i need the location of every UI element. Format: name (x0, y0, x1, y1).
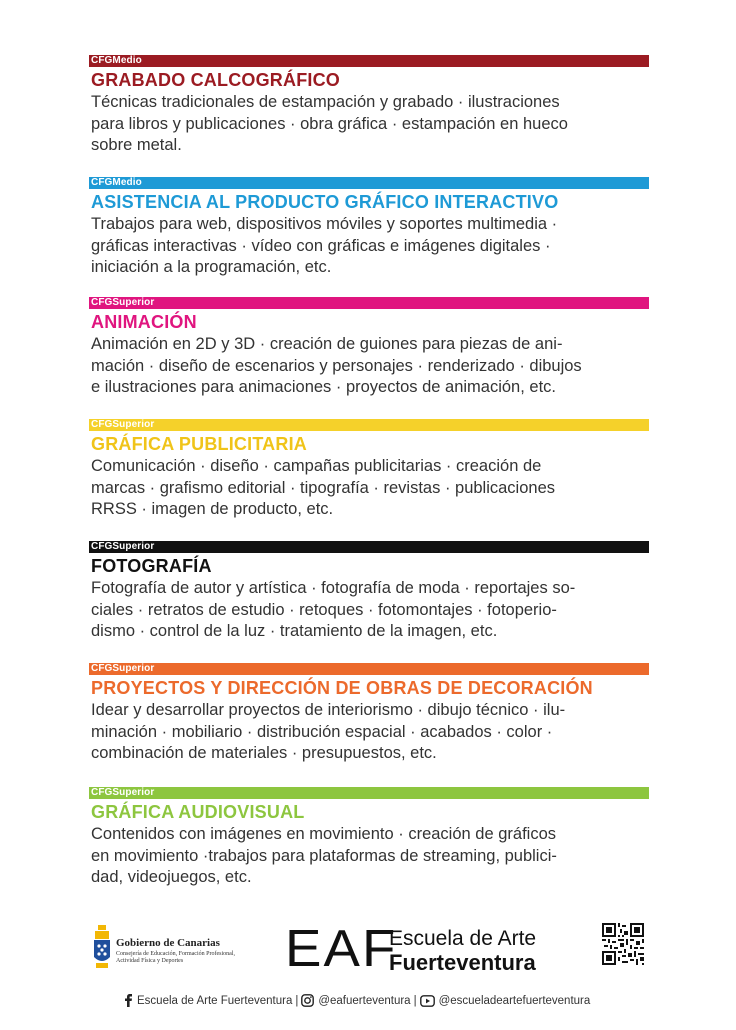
gobierno-canarias-logo (92, 925, 252, 973)
course-title: FOTOGRAFÍA (91, 556, 212, 576)
eaf-school-name: Escuela de Arte (389, 927, 537, 950)
course-tag-bar: CFGMedio (89, 55, 649, 67)
course-description: Contenidos con imágenes en movimiento · creación de gráficos en movimiento ·trabajos para plataformas de streaming, publici- dad, videojuegos, etc. (91, 825, 557, 886)
youtube-icon[interactable] (420, 995, 435, 1007)
social-links (124, 994, 590, 1007)
course-tag-bar: CFGSuperior (89, 297, 649, 309)
course-description: Trabajos para web, dispositivos móviles y soportes multimedia · gráficas interactivas · vídeo con gráficas e imágenes digitales · iniciación a la programación, etc. (91, 215, 558, 276)
course-tag-bar: CFGSuperior (89, 663, 649, 675)
gobierno-title: Gobierno de Canarias (116, 937, 220, 949)
course-description: Fotografía de autor y artística · fotografía de moda · reportajes so- ciales · retratos de estudio · retoques · fotomontajes · fotoperio- dismo · control de la luz · tratamiento de la imagen, etc. (91, 579, 576, 640)
course-tag-bar: CFGSuperior (89, 541, 649, 553)
course-description: Animación en 2D y 3D · creación de guiones para piezas de ani- mación · diseño de escenarios y personajes · renderizado · dibujos e ilustraciones para animaciones · proyectos de animación, etc. (91, 335, 582, 396)
course-grafica-publicitaria (89, 419, 649, 521)
course-asistencia (89, 177, 649, 279)
course-grafica-audiovisual (89, 787, 649, 889)
footer-logos (0, 915, 736, 978)
facebook-link[interactable]: Escuela de Arte Fuerteventura (137, 994, 293, 1007)
coat-of-arms-icon (92, 925, 112, 969)
course-fotografia (89, 541, 649, 643)
course-title: GRABADO CALCOGRÁFICO (91, 70, 340, 90)
course-proyectos-decoracion (89, 663, 649, 765)
course-animacion (89, 297, 649, 399)
course-title: ANIMACIÓN (91, 312, 197, 332)
course-title: GRÁFICA PUBLICITARIA (91, 434, 307, 454)
course-title: GRÁFICA AUDIOVISUAL (91, 802, 305, 822)
eaf-mark: EAF (285, 920, 398, 978)
course-grabado (89, 55, 649, 157)
course-description: Idear y desarrollar proyectos de interiorismo · dibujo técnico · ilu- minación · mobiliario · distribución espacial · acabados · color · combinación de materiales · presupuestos, etc. (91, 701, 566, 762)
course-tag-bar: CFGSuperior (89, 787, 649, 799)
course-tag-bar: CFGSuperior (89, 419, 649, 431)
separator: | (295, 994, 299, 1007)
instagram-link[interactable]: @eafuerteventura (318, 994, 411, 1007)
instagram-icon[interactable] (301, 994, 314, 1007)
course-description: Técnicas tradicionales de estampación y grabado · ilustraciones para libros y publicaciones · obra gráfica · estampación en hueco sobre metal. (91, 93, 568, 154)
course-title: PROYECTOS Y DIRECCIÓN DE OBRAS DE DECORACIÓN (91, 678, 593, 698)
course-title: ASISTENCIA AL PRODUCTO GRÁFICO INTERACTIVO (91, 192, 559, 212)
separator: | (413, 994, 417, 1007)
course-description: Comunicación · diseño · campañas publicitarias · creación de marcas · grafismo editorial · tipografía · revistas · publicaciones RRSS · imagen de producto, etc. (91, 457, 556, 518)
eaf-location: Fuerteventura (389, 950, 536, 975)
course-tag-bar: CFGMedio (89, 177, 649, 189)
gobierno-subtitle: Consejería de Educación, Formación Profesional, Actividad Física y Deportes (116, 951, 235, 964)
facebook-icon[interactable] (124, 994, 133, 1007)
eaf-logo (285, 920, 565, 978)
qr-code-icon[interactable] (602, 923, 644, 965)
youtube-link[interactable]: @escueladeartefuerteventura (438, 994, 591, 1007)
